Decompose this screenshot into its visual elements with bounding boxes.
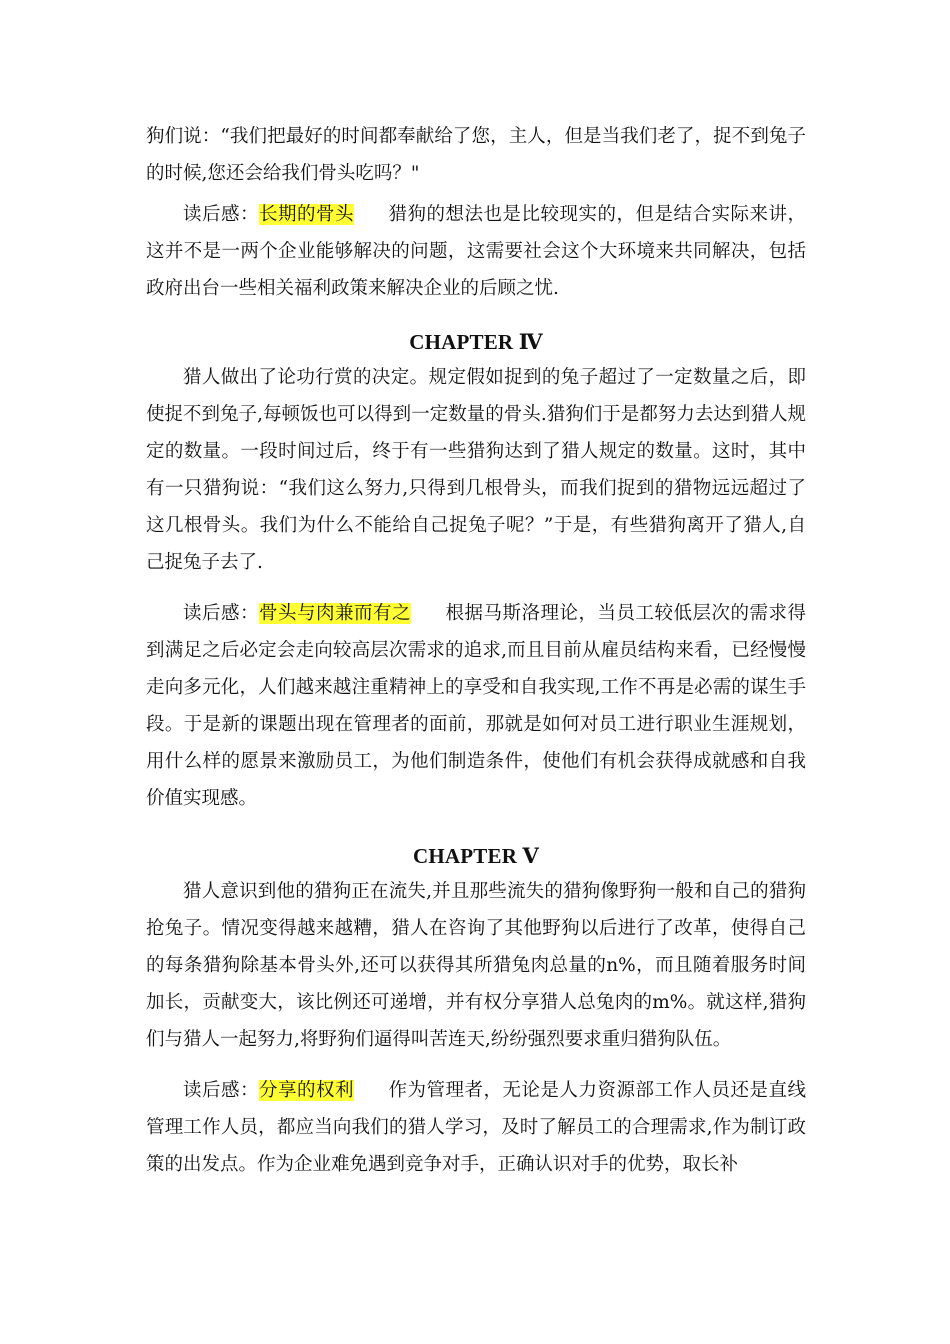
intro-paragraph: 狗们说：“我们把最好的时间都奉献给了您，主人，但是当我们老了，捉不到兔子的时候,您还会给我们骨头吃吗？" [146, 126, 806, 184]
reflection-highlight: 分享的权利 [259, 1080, 354, 1101]
chapter-5-heading: CHAPTER Ⅴ [412, 844, 540, 868]
reflection-label: 读后感： [183, 603, 259, 624]
reflection-text: 根据马斯洛理论，当员工较低层次的需求得到满足之后必定会走向较高层次需求的追求,而且目前从雇员结构来看，已经慢慢走向多元化，人们越来越注重精神上的享受和自我实现,工作不再是必需的谋生手段。于是新的课题出现在管理者的面前，那就是如何对员工进行职业生涯规划，用什么样的愿景来激励员工，为他们制造条件，使他们有机会获得成就感和自我价值实现感。 [146, 603, 806, 809]
document-page [146, 118, 806, 1183]
reflection-paragraph-3 [146, 196, 806, 307]
chapter-5-story: 猎人意识到他的猎狗正在流失,并且那些流失的猎狗像野狗一般和自己的猎狗抢兔子。情况变得越来越糟，猎人在咨询了其他野狗以后进行了改革，使得自己的每条猎狗除基本骨头外,还可以获得其所猎兔肉总量的n%，而且随着服务时间加长，贡献变大，该比例还可递增，并有权分享猎人总兔肉的m%。就这样,猎狗们与猎人一起努力,将野狗们逼得叫苦连天,纷纷强烈要求重归猎狗队伍。 [146, 881, 806, 1050]
reflection-label: 读后感： [183, 1080, 259, 1101]
chapter-5-reflection [146, 1072, 806, 1183]
reflection-text: 作为管理者，无论是人力资源部工作人员还是直线管理工作人员，都应当向我们的猎人学习，及时了解员工的合理需求,作为制订政策的出发点。作为企业难免遇到竞争对手，正确认识对手的优势，取长补 [146, 1080, 806, 1175]
reflection-highlight: 骨头与肉兼而有之 [259, 603, 411, 624]
chapter-4-heading: CHAPTER Ⅳ [409, 330, 543, 354]
chapter-4-story: 猎人做出了论功行赏的决定。规定假如捉到的兔子超过了一定数量之后，即使捉不到兔子,每顿饭也可以得到一定数量的骨头.猎狗们于是都努力去达到猎人规定的数量。一段时间过后，终于有一些猎狗达到了猎人规定的数量。这时，其中有一只猎狗说：“我们这么努力,只得到几根骨头，而我们捉到的猎物远远超过了这几根骨头。我们为什么不能给自己捉兔子呢？”于是，有些猎狗离开了猎人,自己捉兔子去了. [146, 367, 806, 573]
reflection-highlight: 长期的骨头 [259, 204, 354, 225]
reflection-label: 读后感： [183, 204, 259, 225]
chapter-4-reflection [146, 595, 806, 817]
reflection-text: 猎狗的想法也是比较现实的，但是结合实际来讲，这并不是一两个企业能够解决的问题，这需要社会这个大环境来共同解决，包括政府出台一些相关福利政策来解决企业的后顾之忧. [146, 204, 806, 299]
